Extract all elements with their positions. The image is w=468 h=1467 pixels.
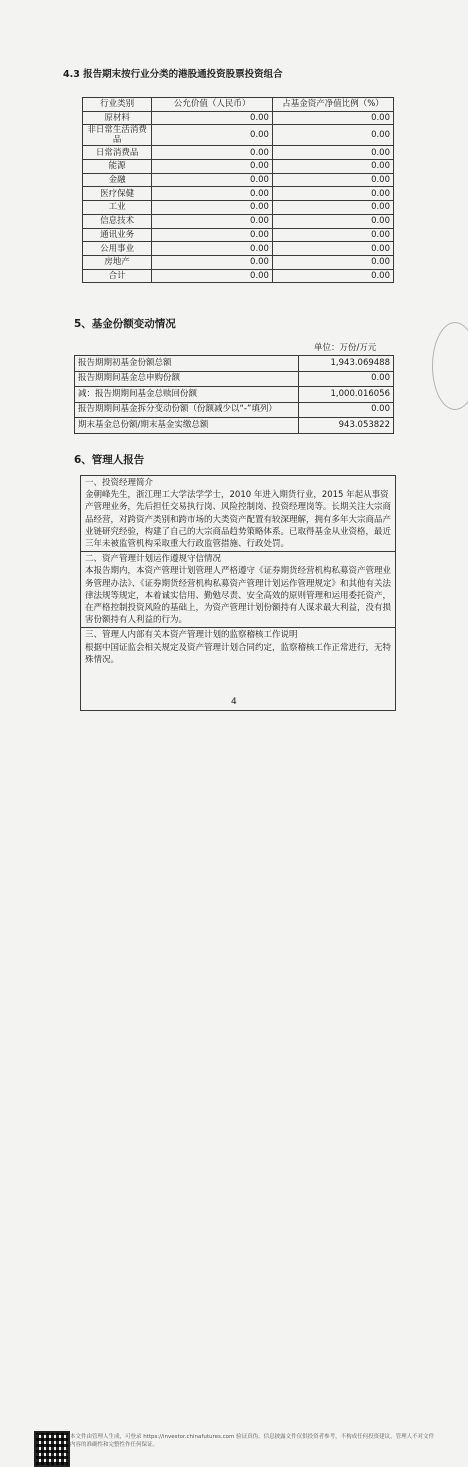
manager-section-1-body: 金朝峰先生，浙江理工大学法学学士，2010 年进入期货行业，2015 年起从事资产管理业务，先后担任交易执行岗、风险控制岗、投资经理岗等。长期关注大宗商品经营，对跨资产类别和跨市场的大类资产配置有较深理解，拥有多年大宗商品产业链研究经验，构建了自己的大宗商品趋势策略体系。已取得基金从业资格，最近三年未被监管机构采取重大行政监管措施、行政处罚。: [85, 490, 392, 550]
industry-table-row: [83, 146, 394, 160]
industry-name-cell: 非日常生活消费品: [83, 125, 152, 146]
nav-ratio-cell: 0.00: [272, 160, 393, 174]
share-item-label: 报告期期间基金总申购份额: [75, 371, 299, 387]
share-table-row: [75, 418, 394, 434]
industry-table-row: [83, 228, 394, 242]
nav-ratio-cell: 0.00: [272, 228, 393, 242]
share-table-row: [75, 356, 394, 372]
fair-value-cell: 0.00: [152, 228, 273, 242]
industry-table-row: [83, 269, 394, 283]
nav-ratio-cell: 0.00: [272, 269, 393, 283]
industry-name-cell: 能源: [83, 160, 152, 174]
qr-code-icon[interactable]: [34, 1431, 70, 1467]
share-item-value: 0.00: [299, 402, 394, 418]
fair-value-cell: 0.00: [152, 269, 273, 283]
industry-table-row: [83, 111, 394, 125]
industry-table: [82, 97, 394, 283]
industry-table-row: [83, 242, 394, 256]
industry-name-cell: 信息技术: [83, 214, 152, 228]
header-nav-ratio: 占基金资产净值比例（%）: [272, 98, 393, 112]
share-item-label: 减：报告期期间基金总赎回份额: [75, 387, 299, 403]
fair-value-cell: 0.00: [152, 173, 273, 187]
industry-name-cell: 公用事业: [83, 242, 152, 256]
industry-name-cell: 日常消费品: [83, 146, 152, 160]
nav-ratio-cell: 0.00: [272, 146, 393, 160]
page-number: 4: [231, 697, 237, 707]
nav-ratio-cell: 0.00: [272, 201, 393, 215]
share-item-value: 0.00: [299, 371, 394, 387]
industry-table-row: [83, 201, 394, 215]
fair-value-cell: 0.00: [152, 242, 273, 256]
manager-report-box: [80, 475, 396, 711]
share-item-label: 报告期期间基金拆分变动份额（份额减少以“-”填列）: [75, 402, 299, 418]
fair-value-cell: 0.00: [152, 146, 273, 160]
fair-value-cell: 0.00: [152, 125, 273, 146]
share-item-label: 期末基金总份额/期末基金实缴总额: [75, 418, 299, 434]
section-6-title: 6、管理人报告: [74, 454, 145, 466]
nav-ratio-cell: 0.00: [272, 214, 393, 228]
industry-table-row: [83, 214, 394, 228]
share-item-value: 943.053822: [299, 418, 394, 434]
section-4-3-title: 4.3 报告期末按行业分类的港股通投资股票投资组合: [63, 69, 283, 80]
fair-value-cell: 0.00: [152, 187, 273, 201]
share-item-value: 1,000.016056: [299, 387, 394, 403]
share-item-label: 报告期期初基金份额总额: [75, 356, 299, 372]
industry-name-cell: 通讯业务: [83, 228, 152, 242]
nav-ratio-cell: 0.00: [272, 125, 393, 146]
footer-text: 本文件由管理人生成，可登录 https://investor.chinafutures.com 验证真伪。信息披露文件仅供投资者参考，不构成任何投资建议，管理人不对文件内容的准确性和完整性作任何保证。: [70, 1434, 435, 1448]
nav-ratio-cell: 0.00: [272, 187, 393, 201]
industry-name-cell: 医疗保健: [83, 187, 152, 201]
industry-name-cell: 工业: [83, 201, 152, 215]
share-table-body: [75, 356, 394, 434]
header-industry: 行业类别: [83, 98, 152, 112]
manager-section-2-heading: 二、资产管理计划运作遵规守信情况: [85, 554, 222, 565]
industry-name-cell: 房地产: [83, 255, 152, 269]
fair-value-cell: 0.00: [152, 201, 273, 215]
nav-ratio-cell: 0.00: [272, 173, 393, 187]
share-table: [74, 355, 394, 434]
industry-name-cell: 金融: [83, 173, 152, 187]
industry-table-body: [83, 111, 394, 283]
manager-section-2: [81, 552, 395, 628]
fair-value-cell: 0.00: [152, 214, 273, 228]
industry-table-row: [83, 255, 394, 269]
industry-table-row: [83, 125, 394, 146]
share-item-value: 1,943.069488: [299, 356, 394, 372]
manager-section-1: [81, 476, 395, 552]
industry-table-row: [83, 187, 394, 201]
unit-label: 单位：万份/万元: [314, 343, 377, 353]
section-5-title: 5、基金份额变动情况: [74, 318, 176, 330]
seal-stamp: [432, 322, 468, 410]
share-table-row: [75, 402, 394, 418]
manager-section-3: [81, 628, 395, 667]
header-fair-value: 公允价值（人民币）: [152, 98, 273, 112]
fair-value-cell: 0.00: [152, 160, 273, 174]
share-table-row: [75, 387, 394, 403]
manager-section-2-body: 本报告期内，本资产管理计划管理人严格遵守《证券期货经营机构私募资产管理业务管理办法》、《证券期货经营机构私募资产管理计划运作管理规定》和其他有关法律法规等规定，本着诚实信用、勤勉尽责、安全高效的原则管理和运用委托资产，在严格控制投资风险的基础上，为资产管理计划份额持有人谋求最大利益，没有损害份额持有人利益的行为。: [85, 566, 392, 626]
manager-section-3-body: 根据中国证监会相关规定及资产管理计划合同约定，监察稽核工作正常进行，无特殊情况。: [85, 642, 392, 665]
manager-section-1-heading: 一、投资经理简介: [85, 478, 154, 488]
fair-value-cell: 0.00: [152, 111, 273, 125]
manager-section-3-heading: 三、管理人内部有关本资产管理计划的监察稽核工作说明: [85, 630, 298, 641]
nav-ratio-cell: 0.00: [272, 242, 393, 256]
share-table-row: [75, 371, 394, 387]
nav-ratio-cell: 0.00: [272, 111, 393, 125]
industry-name-cell: 原材料: [83, 111, 152, 125]
footer: [0, 713, 468, 1448]
industry-table-row: [83, 173, 394, 187]
industry-table-row: [83, 160, 394, 174]
fair-value-cell: 0.00: [152, 255, 273, 269]
industry-name-cell: 合计: [83, 269, 152, 283]
nav-ratio-cell: 0.00: [272, 255, 393, 269]
industry-table-header-row: [83, 98, 394, 112]
